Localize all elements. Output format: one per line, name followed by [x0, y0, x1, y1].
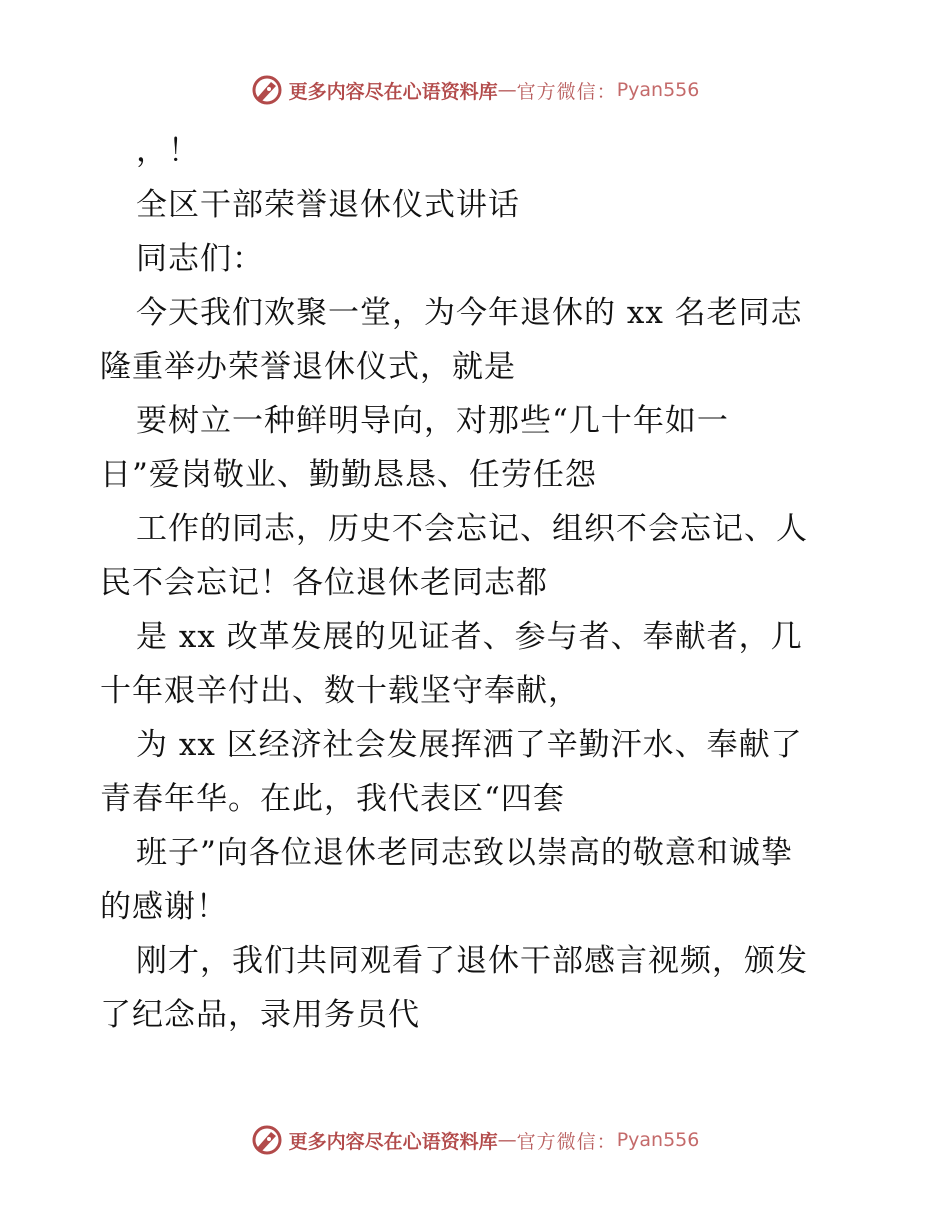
watermark-label: 官方微信：: [516, 1130, 617, 1153]
document-body: [100, 124, 860, 1042]
text-line: ，！: [136, 133, 200, 169]
watermark-site-text: 更多内容尽在心语资料库: [288, 80, 498, 103]
text-line: 的感谢！: [100, 889, 228, 925]
salutation: 同志们：: [136, 241, 264, 277]
text-line: 要树立一种鲜明导向，对那些“几十年如一: [136, 403, 729, 439]
footer-watermark: [0, 1120, 950, 1160]
text-line: 日”爱岗敬业、勤勤恳恳、任劳任怨: [100, 457, 597, 493]
text-line: 隆重举办荣誉退休仪式，就是: [100, 349, 516, 385]
watermark-account: Pyan556: [616, 1129, 700, 1151]
text-line: 青春年华。在此，我代表区“四套: [100, 781, 565, 817]
watermark-site-text: 更多内容尽在心语资料库: [288, 1130, 498, 1153]
text-line: 为 xx 区经济社会发展挥洒了辛勤汗水、奉献了: [136, 727, 803, 763]
pen-nib-circle-icon: [251, 74, 283, 106]
text-line: 今天我们欢聚一堂，为今年退休的 xx 名老同志: [136, 295, 803, 331]
text-line: 班子”向各位退休老同志致以崇高的敬意和诚挚: [136, 835, 793, 871]
watermark-label: 官方微信：: [516, 80, 617, 103]
header-watermark: [0, 70, 950, 110]
watermark-account: Pyan556: [616, 79, 700, 101]
pen-nib-circle-icon: [251, 1124, 283, 1156]
text-line: 是 xx 改革发展的见证者、参与者、奉献者，几: [136, 619, 803, 655]
document-title: 全区干部荣誉退休仪式讲话: [136, 187, 520, 223]
watermark-separator: —: [497, 1129, 517, 1151]
text-line: 了纪念品，录用务员代: [100, 997, 420, 1033]
text-line: 工作的同志，历史不会忘记、组织不会忘记、人: [136, 511, 808, 547]
watermark-separator: —: [497, 79, 517, 101]
text-line: 十年艰辛付出、数十载坚守奉献，: [100, 673, 580, 709]
text-line: 刚才，我们共同观看了退休干部感言视频，颁发: [136, 943, 808, 979]
text-line: 民不会忘记！各位退休老同志都: [100, 565, 548, 601]
